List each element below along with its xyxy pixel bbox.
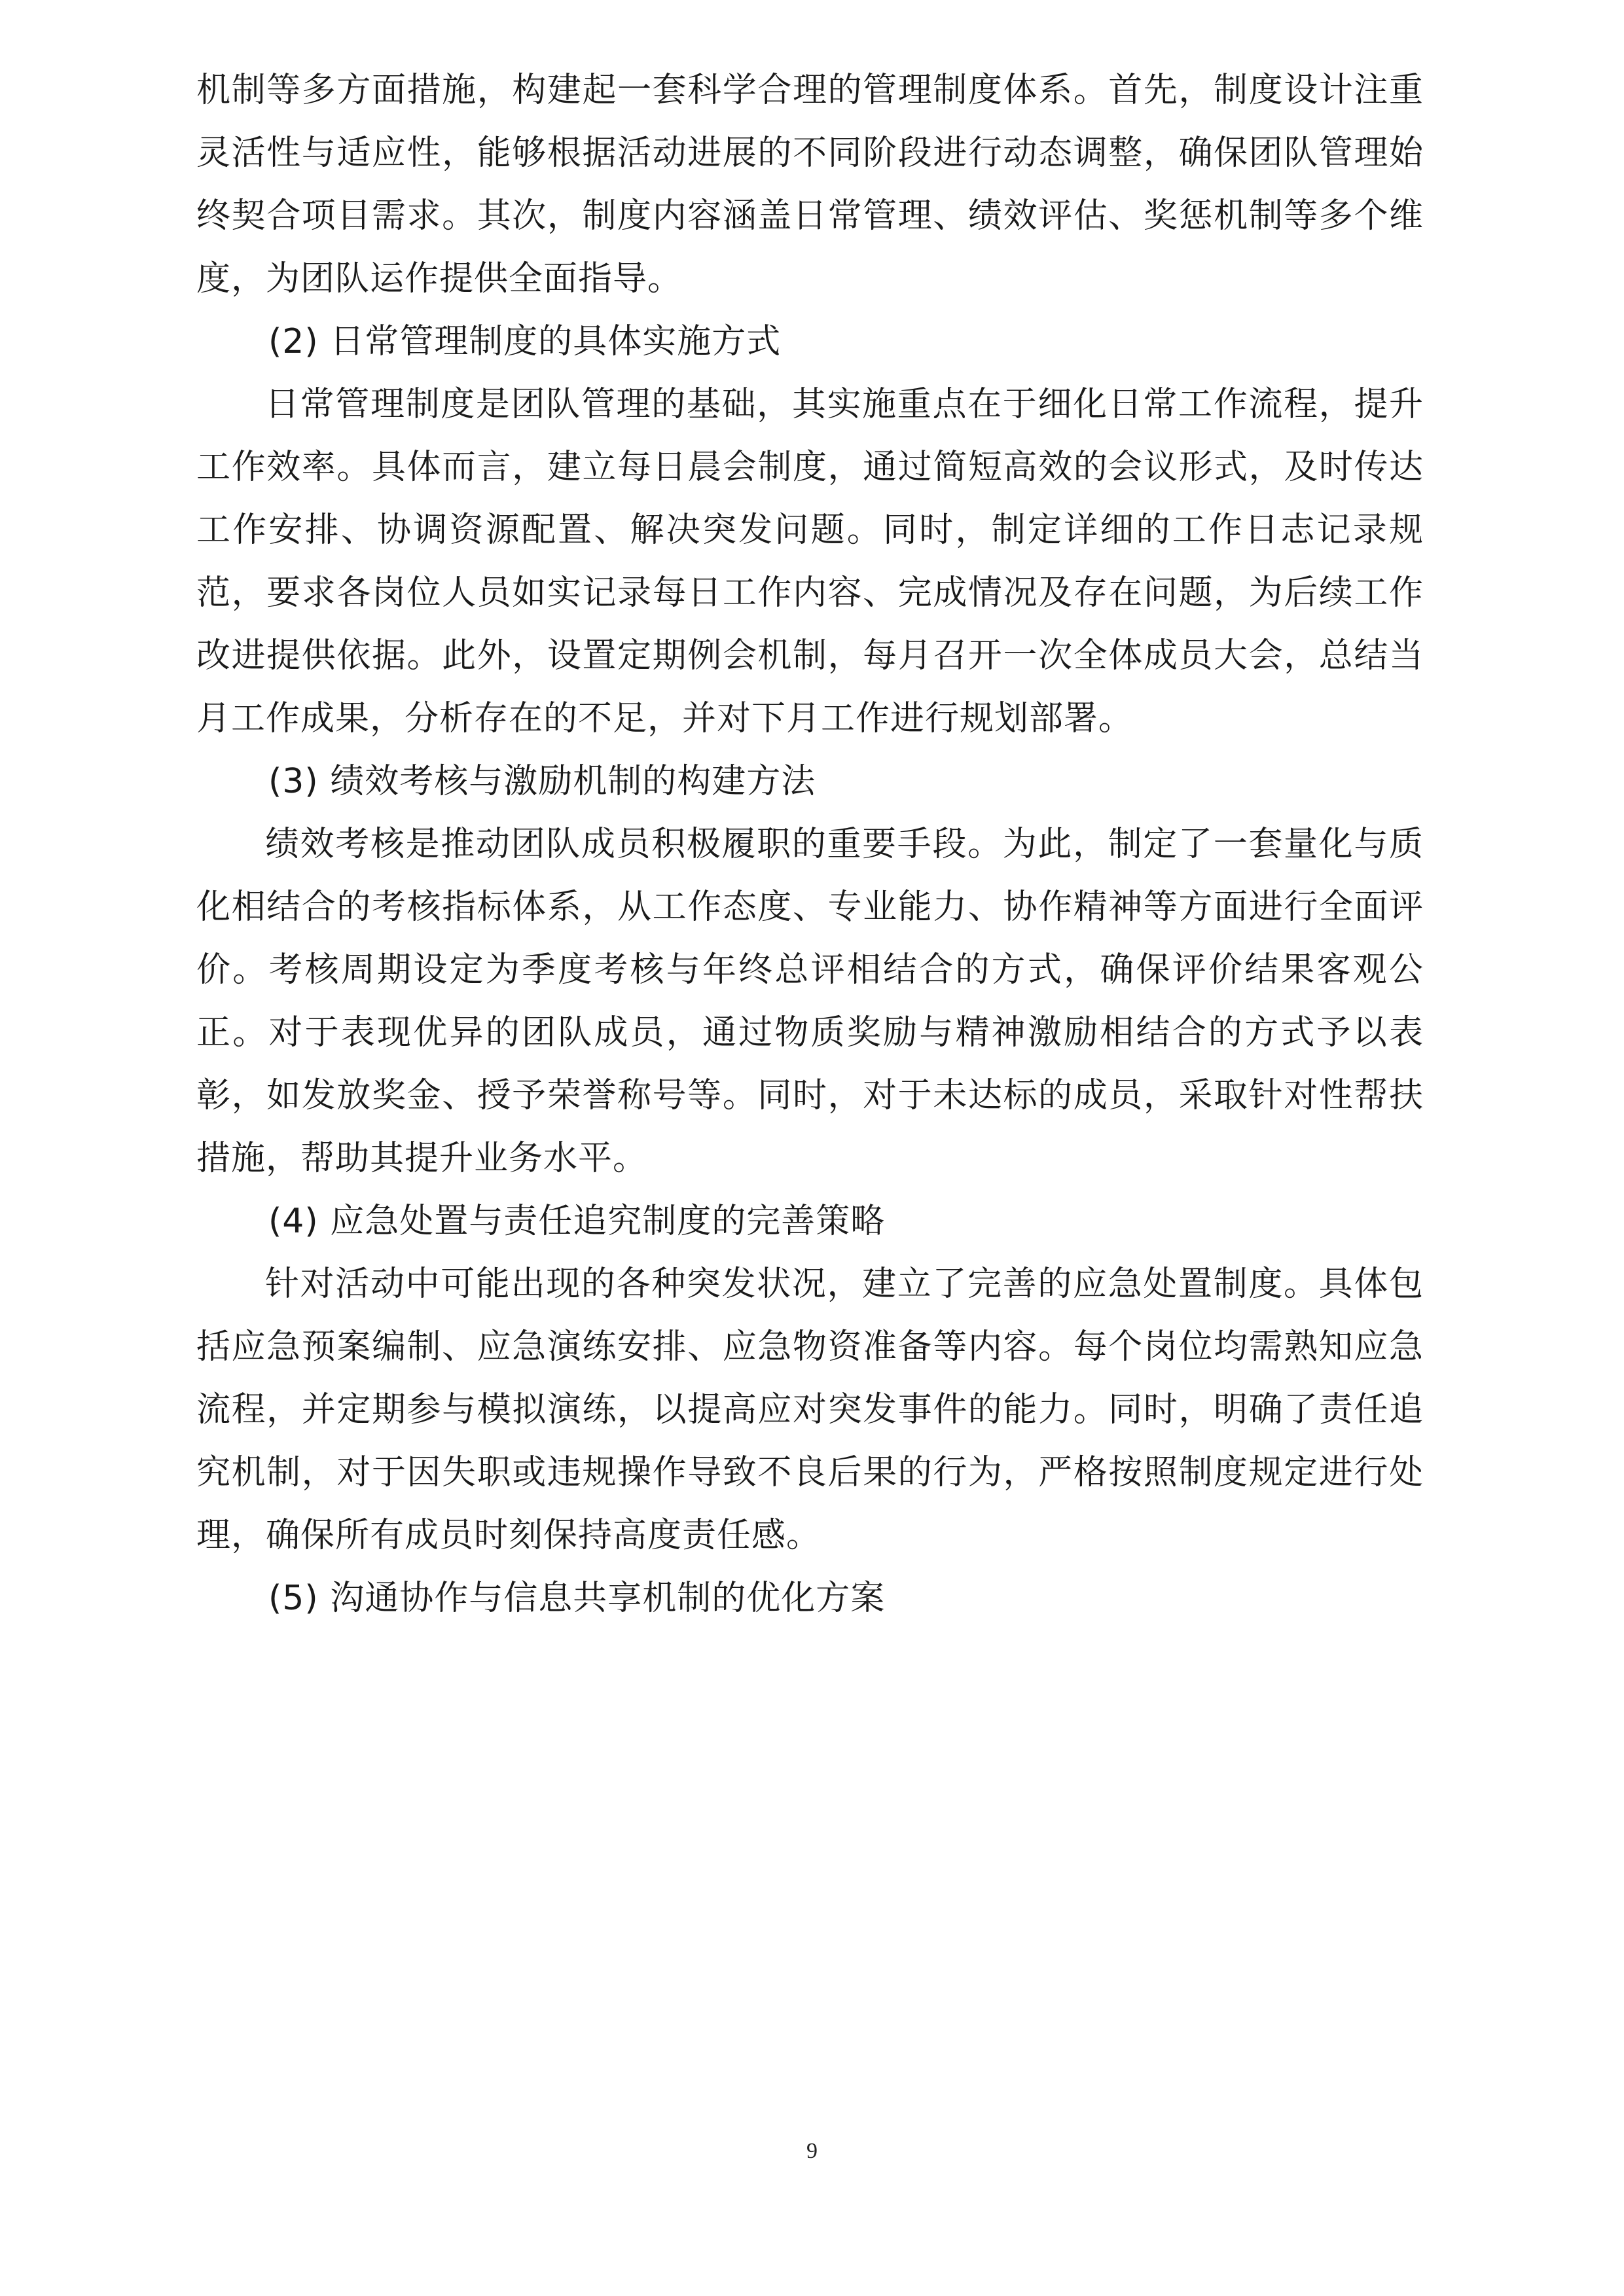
section-heading-4: (4) 应急处置与责任追究制度的完善策略 bbox=[268, 1202, 886, 1241]
page-number: 9 bbox=[806, 2139, 818, 2163]
paragraph-intro-continuation: 机制等多方面措施，构建起一套科学合理的管理制度体系。首先，制度设计注重灵活性与适应性，能够根据活动进展的不同阶段进行动态调整，确保团队管理始终契合项目需求。其次，制度内容涵盖日常管理、绩效评估、奖惩机制等多个维度，为团队运作提供全面指导。 bbox=[196, 71, 1424, 298]
paragraph-daily-management: 日常管理制度是团队管理的基础，其实施重点在于细化日常工作流程，提升工作效率。具体而言，建立每日晨会制度，通过简短高效的会议形式，及时传达工作安排、协调资源配置、解决突发问题。同时，制定详细的工作日志记录规范，要求各岗位人员如实记录每日工作内容、完成情况及存在问题，为后续工作改进提供依据。此外，设置定期例会机制，每月召开一次全体成员大会，总结当月工作成果，分析存在的不足，并对下月工作进行规划部署。 bbox=[196, 385, 1424, 738]
section-heading-5: (5) 沟通协作与信息共享机制的优化方案 bbox=[268, 1579, 886, 1618]
document-body bbox=[196, 59, 1424, 1630]
section-heading-3: (3) 绩效考核与激励机制的构建方法 bbox=[268, 762, 816, 801]
section-heading-2: (2) 日常管理制度的具体实施方式 bbox=[268, 322, 782, 361]
paragraph-performance-evaluation: 绩效考核是推动团队成员积极履职的重要手段。为此，制定了一套量化与质化相结合的考核指标体系，从工作态度、专业能力、协作精神等方面进行全面评价。考核周期设定为季度考核与年终总评相结合的方式，确保评价结果客观公正。对于表现优异的团队成员，通过物质奖励与精神激励相结合的方式予以表彰，如发放奖金、授予荣誉称号等。同时，对于未达标的成员，采取针对性帮扶措施，帮助其提升业务水平。 bbox=[196, 825, 1424, 1178]
paragraph-emergency-handling: 针对活动中可能出现的各种突发状况，建立了完善的应急处置制度。具体包括应急预案编制、应急演练安排、应急物资准备等内容。每个岗位均需熟知应急流程，并定期参与模拟演练，以提高应对突发事件的能力。同时，明确了责任追究机制，对于因失职或违规操作导致不良后果的行为，严格按照制度规定进行处理，确保所有成员时刻保持高度责任感。 bbox=[196, 1265, 1424, 1555]
